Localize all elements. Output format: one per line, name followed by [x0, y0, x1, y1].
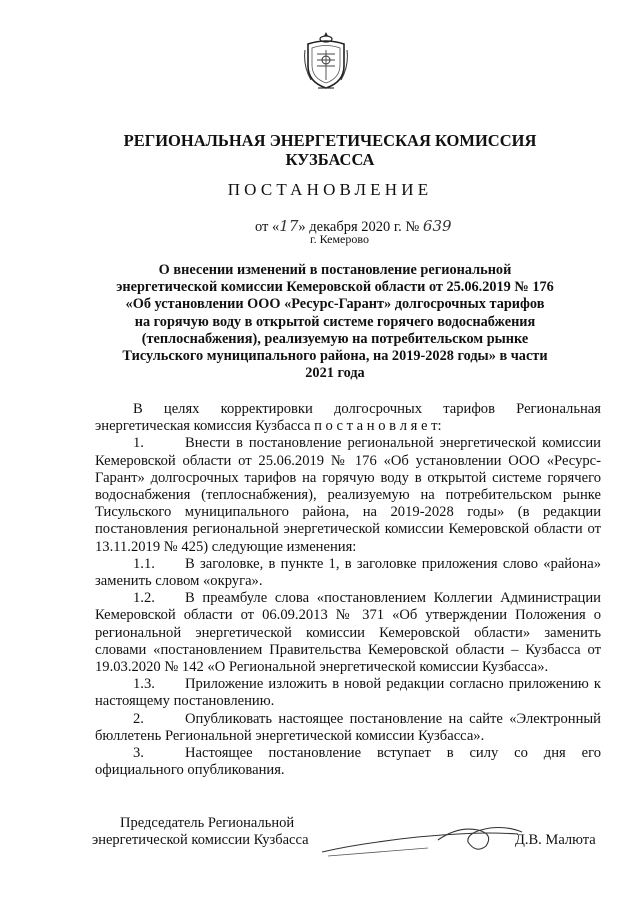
item-1-2	[95, 590, 601, 676]
title-line: 2021 года	[305, 365, 365, 382]
item-text: Приложение изложить в новой редакции согласно приложению к настоящему постановлению.	[95, 676, 601, 710]
document-body	[95, 401, 601, 779]
date-suffix: » декабря 2020 г. №	[298, 219, 420, 235]
organization-name-line2: КУЗБАССА	[285, 150, 375, 169]
item-text: В преамбуле слова «постановлением Коллегии Администрации Кемеровской области от 06.09.2013 № 371 «Об утверждении Положения о региональной энергетической комиссии Кемеровской области» заменить словами «постановлением Правительства Кемеровской области – Кузбасса от 19.03.2020 № 142 «О Региональной энергетической комиссии Кузбасса».	[95, 590, 601, 676]
intro-paragraph: В целях корректировки долгосрочных тарифов Региональная энергетическая комиссия Кузбасса п о с т а н о в л я е т:	[95, 401, 601, 435]
signatory-name: Д.В. Малюта	[515, 832, 596, 848]
handwritten-doc-number: 639	[422, 217, 452, 235]
title-line: энергетической комиссии Кемеровской области от 25.06.2019 № 176	[116, 279, 554, 296]
item-2	[95, 711, 601, 745]
title-line: О внесении изменений в постановление региональной	[158, 262, 512, 278]
coat-of-arms-emblem	[303, 30, 349, 92]
item-number: 1.	[133, 435, 144, 452]
date-prefix: от «	[255, 219, 280, 235]
item-text: Внести в постановление региональной энергетической комиссии Кемеровской области от 25.06.2019 № 176 «Об установлении ООО «Ресурс-Гарант» долгосрочных тарифов на горячую воду в открытой системе горячего водоснабжения (теплоснабжения), реализуемую на потребительском рынке Тисульского муниципального района, на 2019-2028 годы» (в редакции постановления региональной энергетической комиссии Кемеровской области от 13.11.2019 № 425) следующие изменения:	[95, 435, 601, 555]
signature-position-line2: энергетической комиссии Кузбасса	[92, 832, 309, 848]
title-line: «Об установлении ООО «Ресурс-Гарант» долгосрочных тарифов	[125, 296, 545, 313]
item-number: 1.3.	[133, 676, 155, 693]
item-1-3	[95, 676, 601, 710]
handwritten-signature	[318, 812, 538, 862]
document-type: ПОСТАНОВЛЕНИЕ	[227, 180, 433, 199]
organization-name-line1: РЕГИОНАЛЬНАЯ ЭНЕРГЕТИЧЕСКАЯ КОМИССИЯ	[123, 131, 537, 150]
item-number: 1.1.	[133, 555, 155, 572]
item-text: Опубликовать настоящее постановление на сайте «Электронный бюллетень Региональной энергетической комиссии Кузбасса».	[95, 710, 601, 744]
title-line: на горячую воду в открытой системе горячего водоснабжения	[134, 313, 536, 330]
document-city: г. Кемерово	[310, 232, 369, 246]
handwritten-day: 17	[279, 217, 299, 235]
title-line: (теплоснабжения), реализуемую на потребительском рынке	[141, 330, 529, 347]
item-number: 2.	[133, 710, 144, 727]
item-number: 1.2.	[133, 590, 155, 607]
item-1-1	[95, 556, 601, 590]
item-number: 3.	[133, 745, 144, 762]
item-text: Настоящее постановление вступает в силу со дня его официального опубликования.	[95, 745, 601, 779]
item-1	[95, 435, 601, 555]
item-text: В заголовке, в пункте 1, в заголовке приложения слово «района» заменить словом «округа».	[95, 555, 601, 590]
item-3	[95, 745, 601, 779]
document-title	[95, 262, 575, 382]
signature-position-line1: Председатель Региональной	[120, 815, 295, 831]
signature-position	[92, 815, 309, 849]
title-line: Тисульского муниципального района, на 2019-2028 годы» в части	[122, 348, 548, 365]
